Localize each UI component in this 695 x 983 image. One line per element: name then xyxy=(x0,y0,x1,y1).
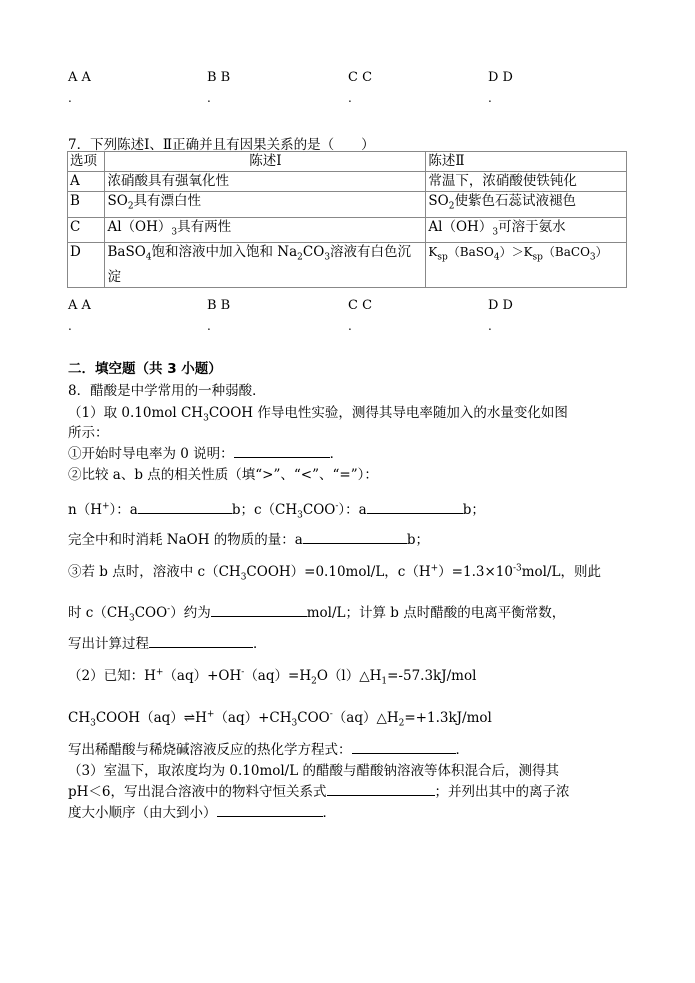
row-statement-1: 浓硝酸具有强氧化性 xyxy=(105,172,426,192)
blank[interactable] xyxy=(211,603,307,618)
blank[interactable] xyxy=(217,803,323,818)
q8-line-16: 度大小顺序（由大到小） ． xyxy=(68,801,336,821)
section-title: 二．填空题（共 3 小题） xyxy=(68,361,222,377)
blank[interactable] xyxy=(149,634,253,649)
row-statement-2: $SO_2$使紫色石蕊试液褪色 xyxy=(426,192,627,218)
table-header-row xyxy=(68,152,627,172)
q7-option-a: A A . xyxy=(68,298,91,333)
q8-line-10: 写出计算过程 ． xyxy=(68,632,267,652)
q6-option-a: A A . xyxy=(68,70,91,105)
q7-option-d: D D . xyxy=(488,298,513,333)
row-statement-1: BaSO$_4$饱和溶液中加入饱和 $Na_2CO_3$溶液有白色沉淀 xyxy=(105,243,426,288)
q8-line-13: 写出稀醋酸与稀烧碱溶液反应的热化学方程式： ． xyxy=(68,738,469,758)
q8-line-5: ②比较 a、b 点的相关性质（填“>”、“<”、“=”）： xyxy=(68,467,378,483)
table-row xyxy=(68,217,627,243)
blank[interactable] xyxy=(303,530,407,545)
q8-line-14: （3）室温下，取浓度均为 0.10mol/L 的醋酸与醋酸钠溶液等体积混合后，测得其 xyxy=(68,763,559,779)
q8-line-11: （2）已知：$H^+(aq)+OH^-(aq)=H_2O(l)\triangle H_1=-57.3kJ$/mol xyxy=(68,667,477,687)
q8-line-2: （1）取 0.10mol $CH_3COOH$ 作导电性实验，测得其导电率随加入的水量变化如图 xyxy=(68,405,568,424)
row-statement-2: $K_{sp}(BaSO_4)>K_{sp}(BaCO_3)$ xyxy=(426,243,627,288)
blank[interactable] xyxy=(327,782,435,797)
header-statement-1: 陈述Ⅰ xyxy=(105,152,426,172)
q6-option-c: C C . xyxy=(348,70,373,105)
header-statement-2: 陈述Ⅱ xyxy=(426,152,627,172)
row-option: C xyxy=(68,217,105,243)
q8-line-9: 时 $c(CH_3COO^-)$约为 mol/L；计算 b 点时醋酸的电离平衡常数， xyxy=(68,604,566,624)
q8-line-7: 完全中和时消耗 NaOH 的物质的量：a b； xyxy=(68,528,429,548)
blank[interactable] xyxy=(138,500,232,515)
blank[interactable] xyxy=(234,444,330,459)
blank[interactable] xyxy=(352,740,456,755)
q8-line-3: 所示： xyxy=(68,425,109,441)
q8-line-8: ③若 b 点时，溶液中 $c(CH_3COOH)=0.10mol/L$，$c(H^+)=1.3\times 10^{-3}mol/L$，则此 xyxy=(68,563,601,583)
blank[interactable] xyxy=(367,500,463,515)
table-row xyxy=(68,243,627,288)
q6-option-d: D D . xyxy=(488,70,513,105)
row-option: B xyxy=(68,192,105,218)
table-row xyxy=(68,192,627,218)
row-statement-1: $Al(OH)_3$具有两性 xyxy=(105,217,426,243)
row-option: D xyxy=(68,243,105,288)
q6-option-b: B B . xyxy=(207,70,231,105)
q8-line-4: ①开始时导电率为 0 说明： ． xyxy=(68,442,343,462)
table-row xyxy=(68,172,627,192)
q8-line-6: n（H+）：a b；$c(CH_3COO^-)$：a b； xyxy=(68,501,485,521)
header-option: 选项 xyxy=(68,152,105,172)
q8-line-15: pH＜6，写出混合溶液中的物料守恒关系式 ；并列出其中的离子浓 xyxy=(68,780,570,800)
row-option: A xyxy=(68,172,105,192)
q7-option-c: C C . xyxy=(348,298,373,333)
q7-stem: 7．下列陈述Ⅰ、Ⅱ正确并且有因果关系的是（ ） xyxy=(68,137,375,153)
q7-table xyxy=(67,151,627,288)
row-statement-2: $Al(OH)_3$可溶于氨水 xyxy=(426,217,627,243)
q8-line-12: $CH_3COOH(aq)\rightleftharpoons H^+(aq)+CH_3COO^-(aq)\triangle H_2=+1.3kJ$/mol xyxy=(68,709,492,729)
q7-option-b: B B . xyxy=(207,298,231,333)
row-statement-2: 常温下，浓硝酸使铁钝化 xyxy=(426,172,627,192)
q8-line-1: 8．醋酸是中学常用的一种弱酸． xyxy=(68,383,266,399)
row-statement-1: $SO_2$具有漂白性 xyxy=(105,192,426,218)
